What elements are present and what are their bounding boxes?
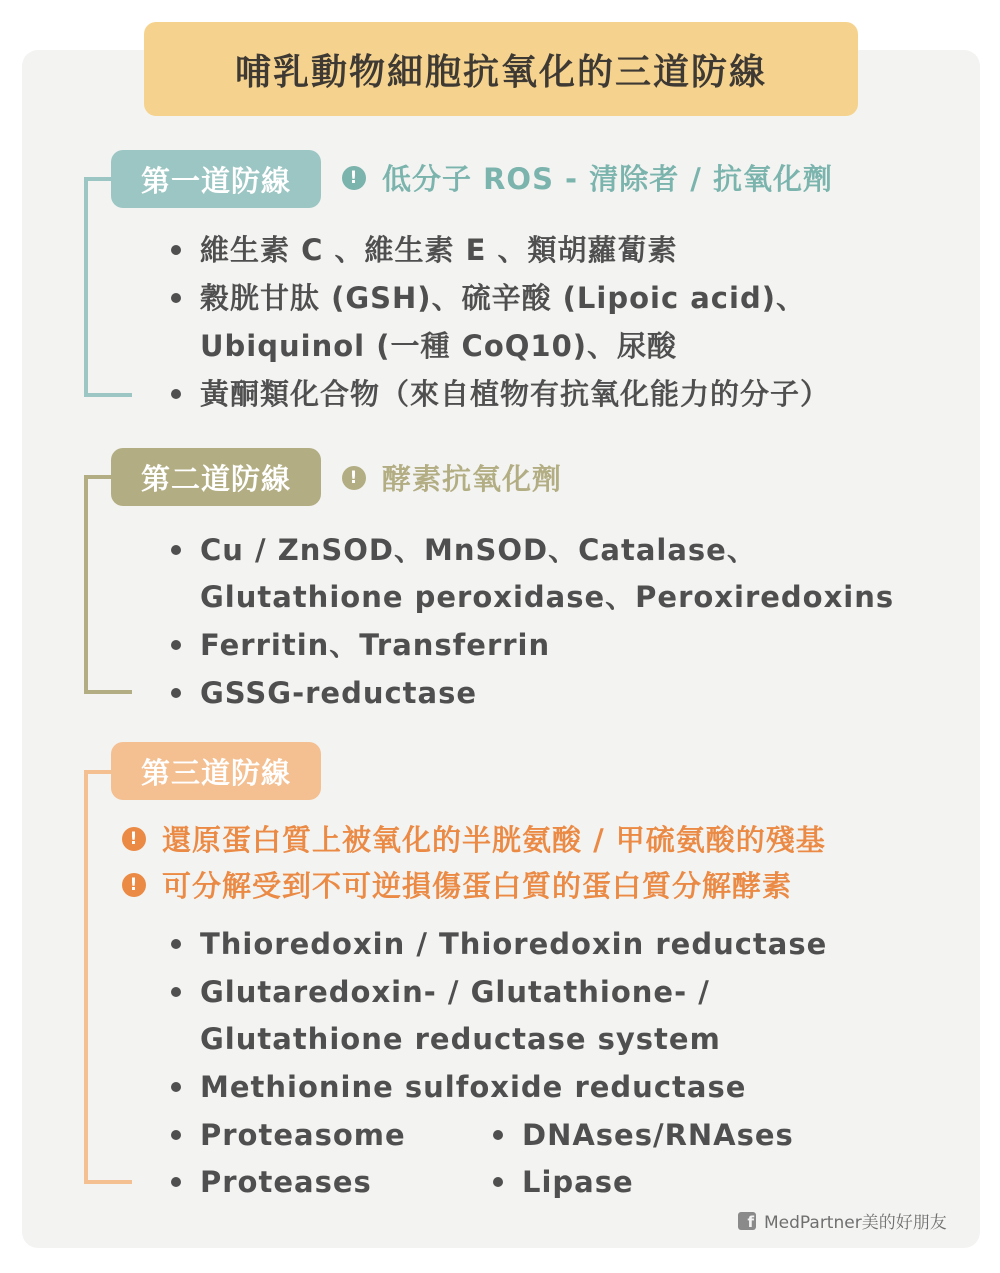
bullet-dot: [171, 545, 181, 555]
credit: [738, 1208, 947, 1233]
list-item: Lipase: [522, 1165, 634, 1199]
note-text: 酵素抗氧化劑: [382, 462, 563, 496]
list-item-continued: Ubiquinol (一種 CoQ10)、尿酸: [200, 329, 678, 363]
bullet-dot: [171, 245, 181, 255]
bullet-dot: [171, 987, 181, 997]
exclamation-circle-icon: !: [122, 827, 146, 851]
list-item: GSSG-reductase: [200, 676, 478, 710]
list-item: 黃酮類化合物（來自植物有抗氧化能力的分子）: [200, 377, 831, 411]
list-item: Ferritin、Transferrin: [200, 628, 551, 662]
list-item: Cu / ZnSOD、MnSOD、Catalase、: [200, 533, 757, 567]
list-item: Glutaredoxin- / Glutathione- /: [200, 975, 710, 1009]
section-label-1: 第一道防線: [111, 150, 321, 208]
list-item: Proteasome: [200, 1118, 406, 1152]
list-item-continued: Glutathione reductase system: [200, 1022, 721, 1056]
list-item: 穀胱甘肽 (GSH)、硫辛酸 (Lipoic acid)、: [200, 281, 806, 315]
note-text: 可分解受到不可逆損傷蛋白質的蛋白質分解酵素: [162, 869, 793, 903]
note-text: 低分子 ROS - 清除者 / 抗氧化劑: [382, 162, 833, 196]
list-item-continued: Glutathione peroxidase、Peroxiredoxins: [200, 580, 895, 614]
page-title: 哺乳動物細胞抗氧化的三道防線: [144, 22, 858, 116]
credit-text: MedPartner美的好朋友: [764, 1213, 947, 1233]
bullet-dot: [171, 1082, 181, 1092]
bracket-line-1: [84, 177, 132, 397]
section-note-1: [342, 157, 833, 198]
list-item: Methionine sulfoxide reductase: [200, 1070, 747, 1104]
list-item: DNAses/RNAses: [522, 1118, 794, 1152]
exclamation-circle-icon: !: [342, 466, 366, 490]
list-item: 維生素 C 、維生素 E 、類胡蘿蔔素: [200, 233, 678, 267]
bullet-dot: [171, 389, 181, 399]
exclamation-circle-icon: !: [122, 873, 146, 897]
bullet-dot: [493, 1177, 503, 1187]
section-label-2: 第二道防線: [111, 448, 321, 506]
facebook-icon: f: [738, 1212, 756, 1230]
section-note-3a: [122, 818, 826, 859]
exclamation-circle-icon: !: [342, 166, 366, 190]
list-item: Proteases: [200, 1165, 372, 1199]
note-text: 還原蛋白質上被氧化的半胱氨酸 / 甲硫氨酸的殘基: [162, 823, 826, 857]
list-item: Thioredoxin / Thioredoxin reductase: [200, 927, 828, 961]
bracket-line-2: [84, 475, 132, 694]
bullet-dot: [171, 1177, 181, 1187]
bullet-dot: [171, 1130, 181, 1140]
section-note-3b: [122, 864, 792, 905]
bullet-dot: [171, 293, 181, 303]
section-label-3: 第三道防線: [111, 742, 321, 800]
bullet-dot: [171, 688, 181, 698]
bullet-dot: [171, 640, 181, 650]
section-note-2: [342, 457, 562, 498]
bullet-dot: [493, 1130, 503, 1140]
bullet-dot: [171, 939, 181, 949]
